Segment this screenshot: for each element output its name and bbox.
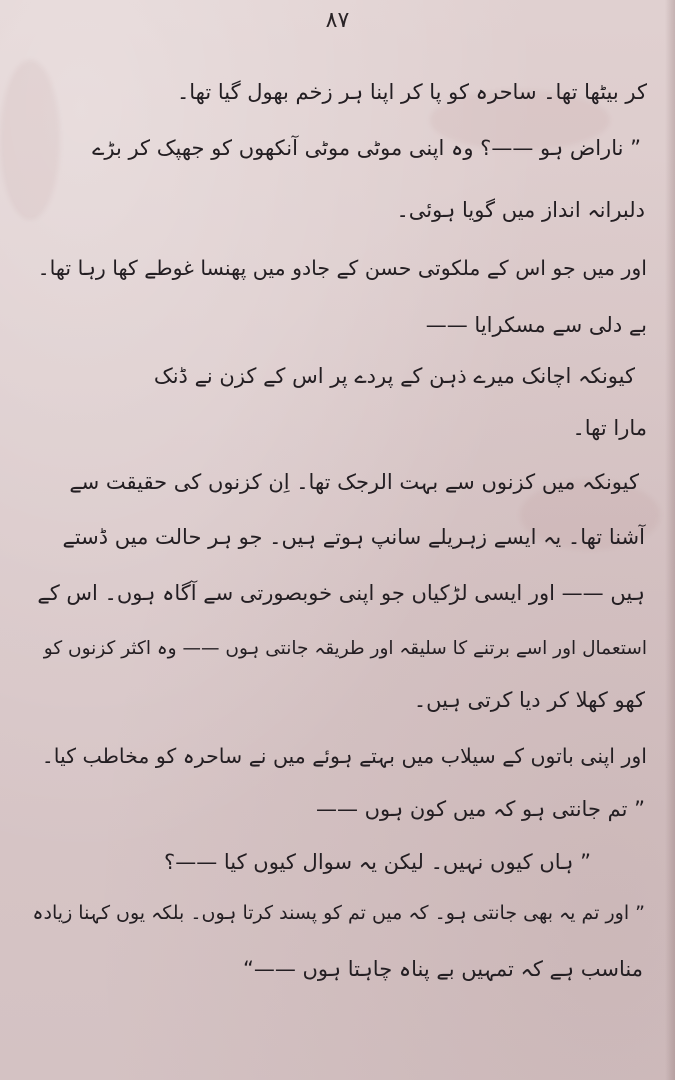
text-line: استعمال اور اسے برتنے کا سلیقہ اور طریقہ جانتی ہوں —— وہ اکثر کزنوں کو bbox=[43, 638, 647, 659]
text-line: کیونکہ اچانک میرے ذہن کے پردے پر اس کے کزن نے ڈنک bbox=[153, 364, 635, 388]
text-line: ” اور تم یہ بھی جانتی ہو۔ کہ میں تم کو پسند کرتا ہوں۔ بلکہ یوں کہنا زیادہ bbox=[32, 902, 645, 924]
text-line: مناسب ہے کہ تمہیں بے پناہ چاہتا ہوں ——“ bbox=[242, 957, 643, 981]
page-edge-shadow bbox=[665, 0, 675, 1080]
text-line: کیونکہ میں کزنوں سے بہت الرجک تھا۔ اِن کزنوں کی حقیقت سے bbox=[69, 470, 639, 494]
text-line: کر بیٹھا تھا۔ ساحرہ کو پا کر اپنا ہر زخم بھول گیا تھا۔ bbox=[176, 80, 647, 104]
text-line: دلبرانہ انداز میں گویا ہوئی۔ bbox=[396, 198, 645, 222]
text-line: ” ہاں کیوں نہیں۔ لیکن یہ سوال کیوں کیا ——؟ bbox=[164, 850, 591, 874]
text-line: آشنا تھا۔ یہ ایسے زہریلے سانپ ہوتے ہیں۔ جو ہر حالت میں ڈستے bbox=[62, 525, 645, 549]
text-line: بے دلی سے مسکرایا —— bbox=[425, 313, 647, 337]
text-line: ہیں —— اور ایسی لڑکیاں جو اپنی خوبصورتی سے آگاہ ہوں۔ اس کے bbox=[37, 581, 645, 605]
text-line: مارا تھا۔ bbox=[572, 416, 647, 440]
text-line: اور میں جو اس کے ملکوتی حسن کے جادو میں پھنسا غوطے کھا رہا تھا۔ bbox=[37, 256, 647, 280]
page-number: ۸۷ bbox=[325, 8, 350, 33]
text-line: ” تم جانتی ہو کہ میں کون ہوں —— bbox=[315, 797, 645, 821]
text-line: کھو کھلا کر دیا کرتی ہیں۔ bbox=[413, 688, 645, 712]
text-line: ” ناراض ہو ——؟ وہ اپنی موٹی موٹی آنکھوں کو جھپک کر بڑے bbox=[92, 136, 641, 160]
text-line: اور اپنی باتوں کے سیلاب میں بہتے ہوئے میں نے ساحرہ کو مخاطب کیا۔ bbox=[41, 744, 647, 768]
